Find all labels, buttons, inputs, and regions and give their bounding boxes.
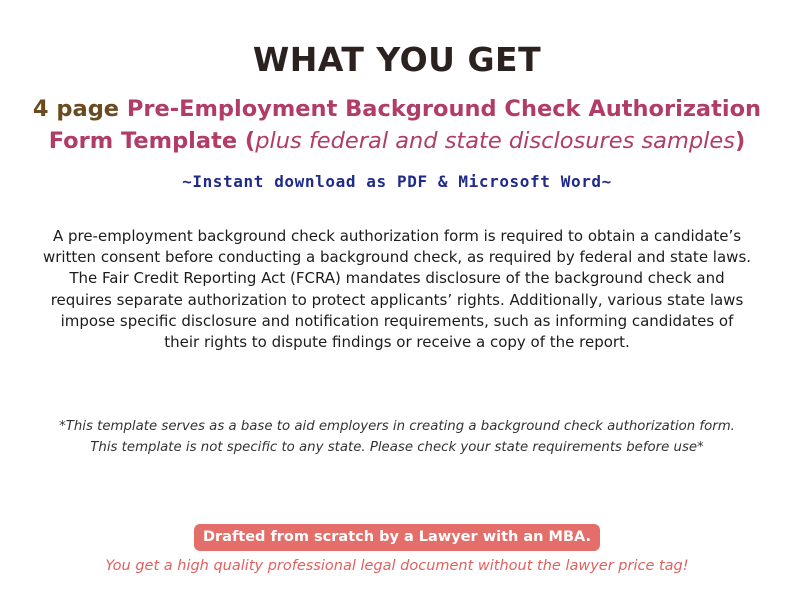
tagline: You get a high quality professional legal document without the lawyer price tag!: [105, 558, 689, 574]
page-count-label: 4 page: [32, 96, 127, 122]
close-paren: ): [734, 128, 746, 154]
open-paren: (: [237, 128, 256, 154]
badge-container: [0, 524, 794, 551]
description-paragraph: A pre-employment background check authorization form is required to obtain a candidate’s written consent before conducting a background check, as required by federal and state laws. The Fair Credit Reporting Act (FCRA) mandates disclosure of the background check and requires separate authorization to protect applicants’ rights. Additionally, various state laws impose specific disclosure and notification requirements, such as informing candidates of their rights to dispute findings or receive a copy of the report.: [42, 227, 752, 352]
product-title-text: Pre-Employment Background Check Authorization Form Template: [48, 96, 762, 154]
product-title: [30, 93, 764, 157]
download-format-note: ~Instant download as PDF & Microsoft Word~: [182, 172, 612, 191]
disclaimer-note: *This template serves as a base to aid employers in creating a background check authorization form. This template is not specific to any state. Please check your state requirements before use*: [59, 419, 735, 455]
product-title-extra: plus federal and state disclosures samples: [255, 128, 735, 154]
page-heading: WHAT YOU GET: [252, 40, 542, 79]
author-badge: Drafted from scratch by a Lawyer with an MBA.: [194, 524, 600, 551]
